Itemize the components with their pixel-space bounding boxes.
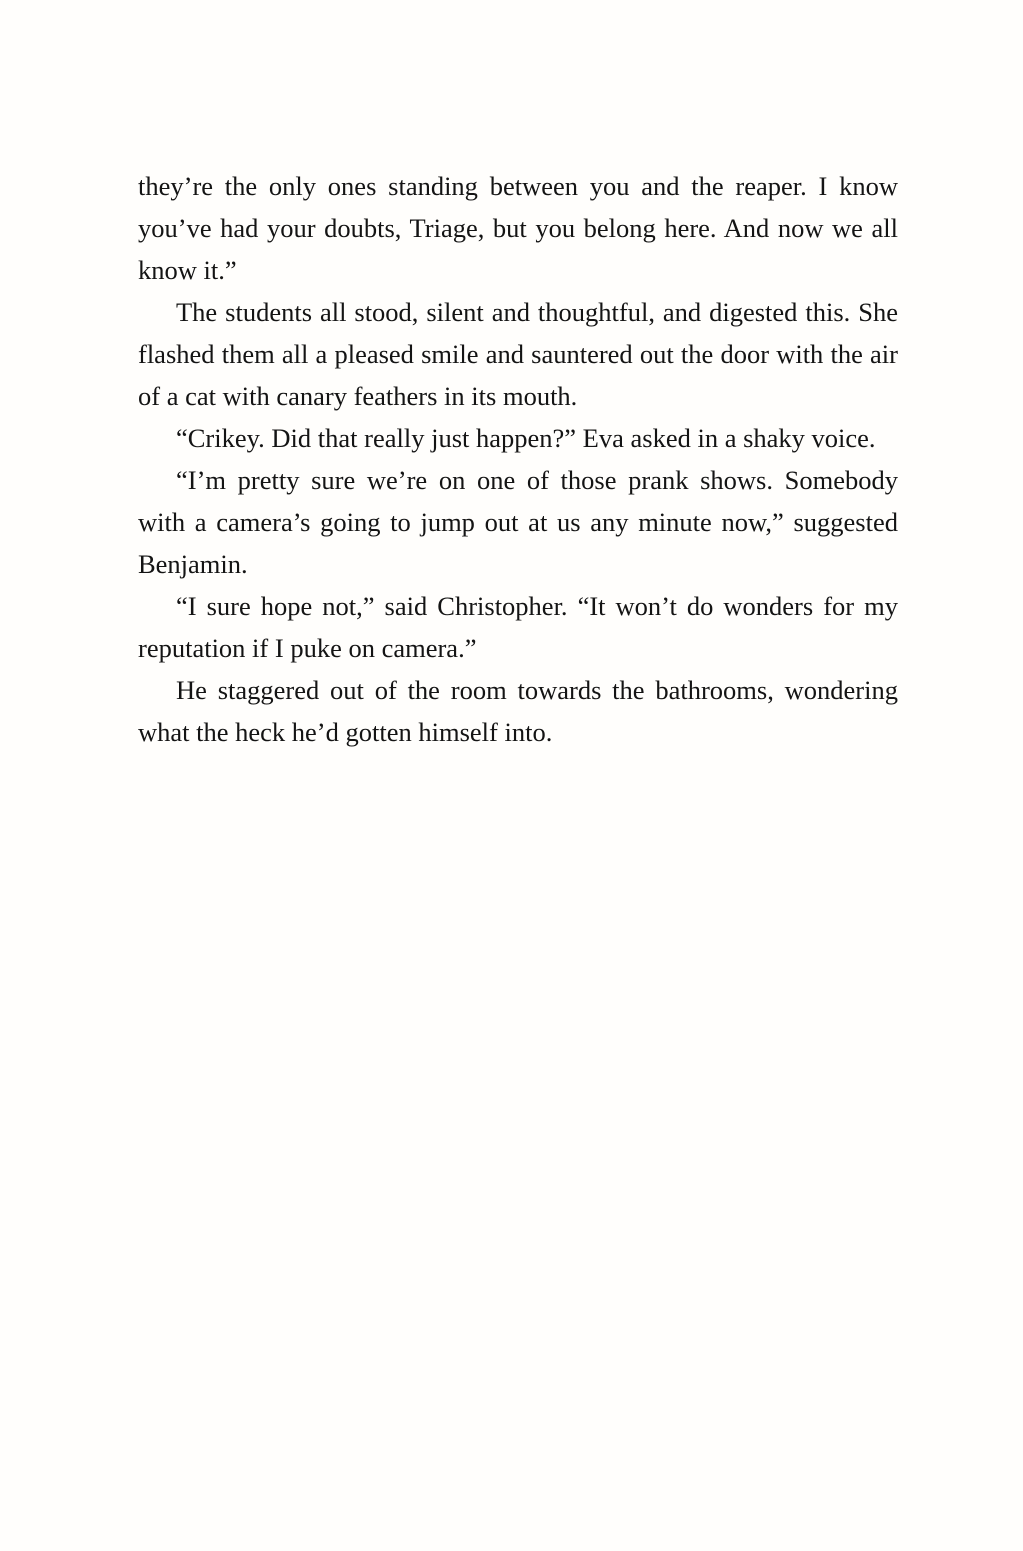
paragraph: “Crikey. Did that really just happen?” Eva asked in a shaky voice.: [176, 423, 876, 453]
paragraph: “I’m pretty sure we’re on one of those prank shows. Somebody with a camera’s going to jump out at us any minute now,” suggested Benjamin.: [138, 465, 898, 579]
paragraph: The students all stood, silent and thoughtful, and digested this. She flashed them all a pleased smile and sauntered out the door with the air of a cat with canary feathers in its mouth.: [138, 297, 898, 411]
paragraph: they’re the only ones standing between you and the reaper. I know you’ve had your doubts, Triage, but you belong here. And now we all know it.”: [138, 171, 898, 285]
paragraph: “I sure hope not,” said Christopher. “It won’t do wonders for my reputation if I puke on camera.”: [138, 591, 898, 663]
paragraph: He staggered out of the room towards the bathrooms, wondering what the heck he’d gotten himself into.: [138, 675, 898, 747]
body-text: [138, 165, 898, 753]
